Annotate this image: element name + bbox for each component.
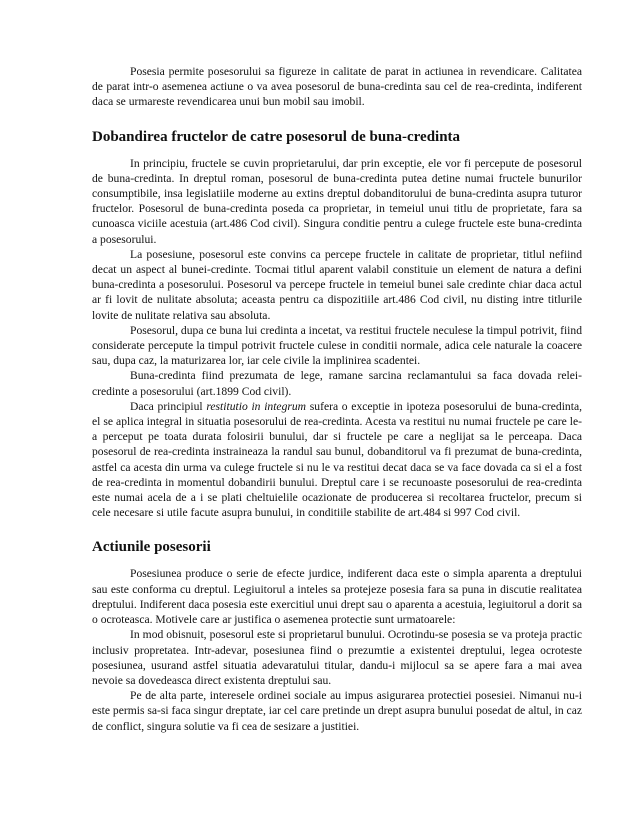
paragraph: Posesiunea produce o serie de efecte jurdice, indiferent daca este o simpla aparenta a dreptului sau este conforma cu dreptul. Legiuitorul a inteles sa protejeze posesia fara sa puna in discutie realitatea dreptului. Indiferent daca posesia este exercitiul unui drept sau o aparenta a acestuia, legiuitorul a dorit sa o ocroteasca. Motivele care ar justifica o asemenea protectie sunt urmatoarele: bbox=[92, 567, 582, 627]
italic-phrase: restitutio in integrum bbox=[206, 399, 307, 413]
section-heading-actiuni: Actiunile posesorii bbox=[92, 539, 211, 556]
paragraph: In principiu, fructele se cuvin proprietarului, dar prin exceptie, ele vor fi percepute de posesorul de buna-credinta. In dreptul roman, posesorul de buna-credinta putea detine numai fructele bunurilor consumptibile, insa legislatiile moderne au extins dreptul dobanditorului de buna-credinta asupra tuturor fructelor. Posesorul de buna-credinta poseda ca proprietar, in temeiul unui titlu de proprietate, fara sa cunoasca viciile acestuia (art.486 Cod civil). Singura conditie pentru a culege fructele este buna-credinta a posesorului. bbox=[92, 156, 582, 246]
paragraph: Buna-credinta fiind prezumata de lege, ramane sarcina reclamantului sa faca dovada relei-credinte a posesorului (art.1899 Cod civil). bbox=[92, 369, 582, 398]
paragraph: La posesiune, posesorul este convins ca percepe fructele in calitate de proprietar, titlul nefiind decat un aspect al bunei-credinte. Tocmai titlul aparent valabil constituie un element de natura a defini buna-credinta a posesorului. Posesorul va percepe fructele in temeiul bunei sale credinte chiar daca actul ar fi lovit de nulitate absoluta; aceasta pentru ca dispozitiile art.486 Cod civil, nu disting intre titlurile lovite de nulitate relativa sau absoluta. bbox=[92, 247, 582, 322]
paragraph: Posesorul, dupa ce buna lui credinta a incetat, va restitui fructele neculese la timpul potrivit, fiind considerate percepute la timpul potrivit fructele culese in conditii normale, adica cele naturale la coacere sau, dupa caz, la maturizarea lor, iar cele civile la implinirea scadentei. bbox=[92, 323, 582, 368]
paragraph-restitutio bbox=[92, 399, 582, 521]
section-heading-fructe: Dobandirea fructelor de catre posesorul de buna-credinta bbox=[92, 128, 461, 145]
paragraph: In mod obisnuit, posesorul este si proprietarul bunului. Ocrotindu-se posesia se va proteja practic inclusiv propretatea. Intr-adevar, posesiunea fiind o prezumtie a existentei dreptului, legea ocroteste posesiunea, usurand astfel situatia adevaratului titular, dandu-i mijlocul sa se apere fara a mai avea nevoie sa dovedeasca direct existenta dreptului sau. bbox=[92, 628, 582, 687]
paragraph: Pe de alta parte, interesele ordinei sociale au impus asigurarea protectiei posesiei. Nimanui nu-i este permis sa-si faca singur dreptate, iar cel care pretinde un drept asupra bunului posedat de altul, in caz de conflict, singura solutie va fi cea de sesizare a justitiei. bbox=[92, 689, 582, 733]
text-before-italic: Daca principiul bbox=[130, 399, 207, 413]
text-after-italic: sufera o exceptie in ipoteza posesorului de buna-credinta, el se aplica integral in situatia posesorului de rea-credinta. Acesta va restitui nu numai fructele pe care le-a perceput pe toata durata folosirii bunului, dar si fructele pe care a neglijat sa le perceapa. Daca posesorul de rea-credinta instraineaza la randul sau bunul, dobanditorul va fi prezumat de buna-credinta, astfel ca acesta din urma va culege fructele si nu le va restitui decat daca se va face dovada ca si el a fost de rea-credinta in momentul dobandirii bunului. Dreptul care i se recunoaste posesorului de rea-credinta este numai acela de a i se plati cheltuielile ocazionate de producerea si recoltarea fructelor, precum si cele necesare si utile facute asupra bunului, in conditiile stabilite de art.484 si 997 Cod civil. bbox=[92, 399, 582, 520]
intro-paragraph: Posesia permite posesorului sa figureze in calitate de parat in actiunea in revendicare. Calitatea de parat intr-o asemenea actiune o va avea posesorul de buna-credinta sau cel de rea-credinta, indiferent daca se urmareste revendicarea unui bun mobil sau imobil. bbox=[92, 65, 582, 109]
